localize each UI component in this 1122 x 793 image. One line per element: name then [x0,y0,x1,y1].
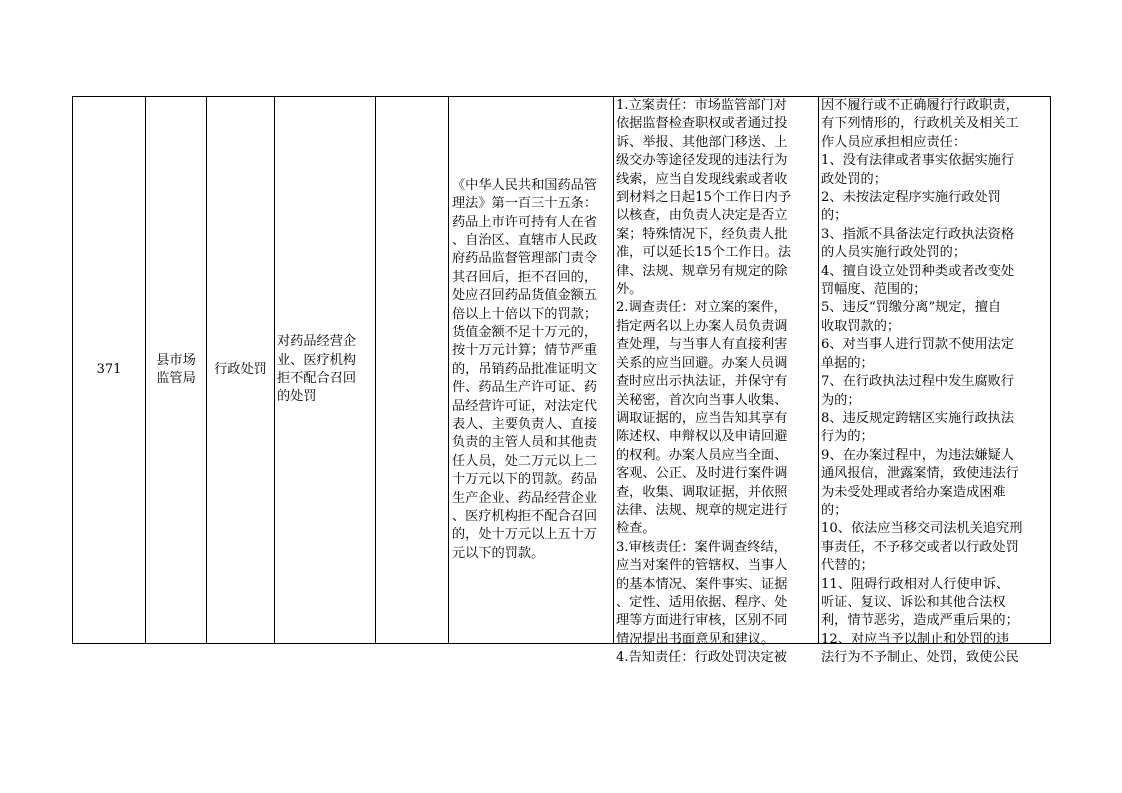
accountability-cell [819,97,1051,666]
accountability-text: 因不履行或不正确履行行政职责， 有下列情形的，行政机关及相关工 作人员应承担相应责任： 1、没有法律或者事实依据实施行 政处罚的； 2、未按法定程序实施行政处罚 的； 3、指派不具备法定行政执法资格 的人员实施行政处罚的； 4、擅自设立处罚种类或者改变处 罚幅度、范围的； 5、违反“罚缴分离”规定，擅自 收取罚款的； 6、对当事人进行罚款不使用法定 单据的； 7、在行政执法过程中发生腐败行 为的； 8、违反规定跨辖区实施行政执法 行为的； 9、在办案过程中，为违法嫌疑人 通风报信，泄露案情，致使违法行 为未受处理或者给办案造成困难 的； 10、依法应当移交司法机关追究刑 事责任，不予移交或者以行政处罚 代替的； 11、阻碍行政相对人行使申诉、 听证、复议、诉讼和其他合法权 利，情节恶劣，造成严重后果的； 12、对应当予以制止和处罚的违 法行为不予制止、处罚，致使公民 [821,98,1023,666]
sub-item-cell [376,97,449,644]
responsibility-text: 1.立案责任：市场监管部门对 依据监督检查职权或者通过投 诉、举报、其他部门移送、上 级交办等途径发现的违法行为 线索，应当自发现线索或者收 到材料之日起15个工作日内予 以核查，由负责人决定是否立 案；特殊情况下，经负责人批 准，可以延长15个工作日。法 律、法规、规章另有规定的除 外。 2.调查责任：对立案的案件， 指定两名以上办案人员负责调 查处理，与当事人有直接利害 关系的应当回避。办案人员调 查时应出示执法证，并保守有 关秘密，首次向当事人收集、 调取证据的，应当告知其享有 陈述权、申辩权以及申请回避 的权利。办案人员应当全面、 客观、公正、及时进行案件调 查，收集、调取证据，并依照 法律、法规、规章的规定进行 检查。 3.审核责任：案件调查终结， 应当对案件的管辖权、当事人 的基本情况、案件事实、证据 、定性、适用依据、程序、处 理等方面进行审核，区别不同 情况提出书面意见和建议。 4.告知责任：行政处罚决定被 [616,98,792,666]
sequence-number: 371 [96,361,122,377]
sequence-number-cell [73,97,146,644]
department-name: 县市场 监管局 [156,352,196,386]
responsibility-cell [614,97,819,666]
legal-basis-cell [449,97,614,644]
table-row [73,97,1051,644]
power-list-table [72,96,1051,666]
power-type: 行政处罚 [214,361,267,377]
legal-basis: 《中华人民共和国药品管 理法》第一百三十五条： 药品上市许可持有人在省 、自治区、直辖市人民政 府药品监督管理部门责令 其召回后，拒不召回的， 处应召回药品货值金额五 倍以上十倍以下的罚款； 货值金额不足十万元的， 按十万元计算；情节严重 的，吊销药品批准证明文 件、药品生产许可证、药 品经营许可证，对法定代 表人、主要负责人、直接 负责的主管人员和其他责 任人员，处二万元以上二 十万元以下的罚款。药品 生产企业、药品经营企业 、医疗机构拒不配合召回 的，处十万元以上五十万 元以下的罚款。 [452,177,598,561]
power-type-cell [207,97,275,644]
item-name-cell [275,97,376,644]
item-name: 对药品经营企 业、医疗机构 拒不配合召回 的处罚 [277,334,357,405]
department-cell [146,97,207,644]
